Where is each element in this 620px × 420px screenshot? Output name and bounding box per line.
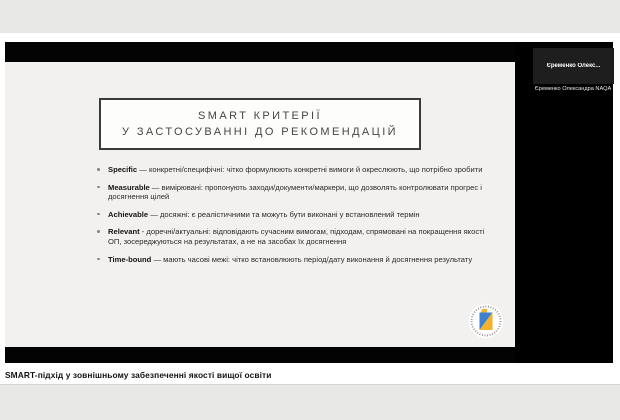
bullet-marker	[97, 230, 100, 233]
participants-strip	[515, 42, 613, 363]
bullet-term: Achievable	[108, 209, 149, 219]
bullet-term: Time-bound	[108, 254, 152, 264]
bullet-item-measurable	[96, 183, 495, 202]
naqa-logo	[468, 303, 504, 339]
bullet-marker	[97, 168, 100, 171]
bullet-item-relevant	[96, 227, 495, 246]
screenshare-backdrop	[5, 42, 613, 363]
slide-bullet-list	[96, 165, 495, 272]
bullet-item-specific	[96, 165, 495, 175]
bullet-text: — вимірювані: пропонують заходи/документи/маркери, що дозволять контролювати прогрес і досягнення цілей	[108, 182, 482, 202]
bullet-marker	[97, 258, 100, 261]
bullet-marker	[97, 213, 100, 216]
bullet-term: Specific	[108, 165, 138, 174]
bullet-text: — конкретні/специфічні: чітко формулюють конкретні вимоги й окреслюють, що потрібно зробити	[139, 165, 483, 174]
participant-tile[interactable]	[533, 48, 614, 84]
video-player-area	[0, 33, 620, 385]
slide-title-box	[99, 98, 421, 150]
bullet-text: — досяжні: є реалістичними та можуть бути виконані у встановлений термін	[150, 209, 420, 219]
slide-title-line2: У ЗАСТОСУВАННІ ДО РЕКОМЕНДАЦІЙ	[122, 125, 398, 138]
presentation-caption: SMART-підхід у зовнішньому забезпеченні якості вищої освіти	[5, 370, 272, 380]
participant-name-label: Єременко Олександра NAQA	[534, 86, 612, 92]
bullet-text: — мають часові межі: чітко встановлюють період/дату виконання й досягнення результату	[153, 254, 473, 264]
participant-name: Єременко Олекс...	[546, 63, 601, 69]
bullet-text: - доречні/актуальні: відповідають сучасним вимогам, підходам, спрямовані на покращення якості ОП, зосереджуються на результатах, а не на засобах їх досягнення	[108, 227, 485, 246]
bullet-item-achievable	[96, 210, 495, 220]
slide-title-line1: SMART КРИТЕРІЇ	[198, 109, 322, 122]
bullet-marker	[97, 186, 100, 189]
shared-slide	[5, 62, 515, 347]
bullet-item-timebound	[96, 255, 495, 265]
bullet-term: Relevant	[108, 227, 140, 237]
bullet-term: Measurable	[108, 182, 150, 192]
